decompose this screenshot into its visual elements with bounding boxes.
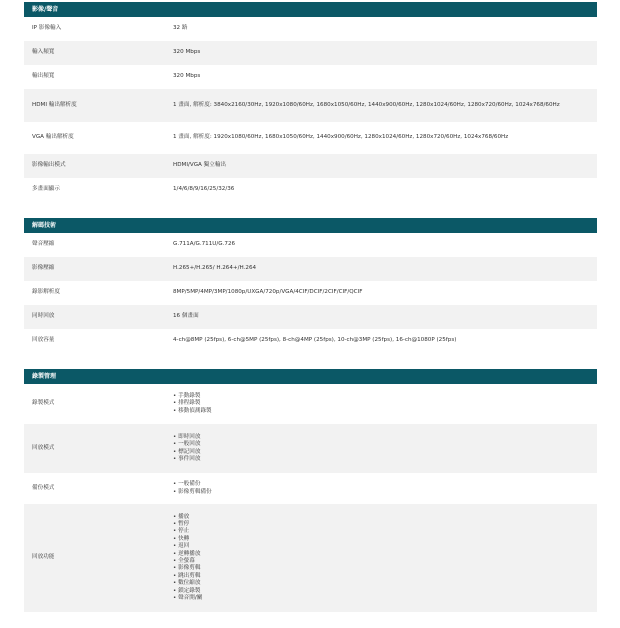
table-row xyxy=(24,384,597,424)
spec-sheet xyxy=(24,2,597,628)
list-item: • 標記回放 xyxy=(173,449,591,456)
list-item: • 鎖定錄製 xyxy=(173,588,591,595)
spec-key: 輸出頻寬 xyxy=(32,73,55,80)
bullet-list xyxy=(173,514,591,603)
section-header: 解碼技術 xyxy=(24,218,597,233)
list-item: • 影像剪輯 xyxy=(173,565,591,572)
list-item: • 影像剪輯備份 xyxy=(173,489,591,496)
spec-table xyxy=(24,384,597,612)
spec-value: 8MP/5MP/4MP/3MP/1080p/UXGA/720p/VGA/4CIF/DCIF/2CIF/CIF/QCIF xyxy=(173,289,363,296)
spec-value xyxy=(173,424,597,473)
bullet-list xyxy=(173,481,591,496)
table-row xyxy=(24,329,597,353)
table-row xyxy=(24,154,597,178)
table-row xyxy=(24,65,597,89)
spec-value: G.711A/G.711U/G.726 xyxy=(173,241,236,248)
spec-value: 4-ch@8MP (25fps), 6-ch@5MP (25fps), 8-ch@4MP (25fps), 10-ch@3MP (25fps), 16-ch@1080P (25fps) xyxy=(173,337,457,344)
bullet-list xyxy=(173,393,591,415)
list-item: • 播放 xyxy=(173,514,591,521)
spec-key: VGA 輸出解析度 xyxy=(32,134,74,141)
spec-value: 1 畫面, 解析度: 3840x2160/30Hz, 1920x1080/60Hz, 1680x1050/60Hz, 1440x900/60Hz, 1280x1024/60Hz, 1280x720/60Hz, 1024x768/60Hz xyxy=(173,89,597,122)
spec-value xyxy=(173,473,597,504)
list-item: • 快轉 xyxy=(173,536,591,543)
list-item: • 即時回放 xyxy=(173,434,591,441)
spec-table xyxy=(24,17,597,202)
list-item: • 返回 xyxy=(173,543,591,550)
list-item: • 數位縮放 xyxy=(173,580,591,587)
list-item: • 一般備份 xyxy=(173,481,591,488)
spec-value: 320 Mbps xyxy=(173,73,201,80)
spec-value: 320 Mbps xyxy=(173,41,597,65)
section-header: 影像/聲音 xyxy=(24,2,597,17)
section-recording xyxy=(24,369,597,612)
section-decoding xyxy=(24,218,597,353)
spec-value xyxy=(173,504,597,612)
spec-value xyxy=(173,384,597,424)
table-row xyxy=(24,233,597,257)
table-row xyxy=(24,504,597,612)
section-video-audio xyxy=(24,2,597,202)
spec-key: 錄影解析度 xyxy=(32,289,60,296)
spec-key: 多畫面顯示 xyxy=(32,186,60,193)
spec-value: HDMI/VGA 獨立輸出 xyxy=(173,154,597,178)
spec-key: 影像壓縮 xyxy=(24,257,173,281)
spec-table xyxy=(24,233,597,353)
spec-value: H.265+/H.265/ H.264+/H.264 xyxy=(173,257,597,281)
list-item: • 聲音開/關 xyxy=(173,595,591,602)
table-row xyxy=(24,281,597,305)
table-row xyxy=(24,473,597,504)
spec-key: 聲音壓縮 xyxy=(32,241,55,248)
spec-key: 輸入頻寬 xyxy=(24,41,173,65)
spec-value: 1 畫面, 解析度: 1920x1080/60Hz, 1680x1050/60Hz, 1440x900/60Hz, 1280x1024/60Hz, 1280x720/60Hz, 1024x768/60Hz xyxy=(173,134,509,141)
list-item: • 一般回放 xyxy=(173,441,591,448)
list-item: • 全螢幕 xyxy=(173,558,591,565)
list-item: • 手動錄製 xyxy=(173,393,591,400)
table-row xyxy=(24,257,597,281)
spec-key: 備份模式 xyxy=(32,484,55,491)
table-row xyxy=(24,89,597,122)
spec-key: 回放功能 xyxy=(24,504,173,612)
table-row xyxy=(24,424,597,473)
spec-key: 同時回放 xyxy=(24,305,173,329)
table-row xyxy=(24,305,597,329)
table-row xyxy=(24,17,597,41)
spec-key: IP 影像輸入 xyxy=(32,25,62,32)
spec-value: 16 個畫面 xyxy=(173,305,597,329)
bullet-list xyxy=(173,434,591,464)
section-header: 錄製管理 xyxy=(24,369,597,384)
list-item: • 停止 xyxy=(173,528,591,535)
spec-key: 回放容量 xyxy=(32,337,55,344)
list-item: • 事件回放 xyxy=(173,456,591,463)
list-item: • 暫停 xyxy=(173,521,591,528)
spec-key: 錄製模式 xyxy=(32,400,55,407)
spec-key: 回放模式 xyxy=(24,424,173,473)
table-row xyxy=(24,178,597,202)
spec-value: 1/4/6/8/9/16/25/32/36 xyxy=(173,186,235,193)
spec-value: 32 路 xyxy=(173,25,188,32)
table-row xyxy=(24,122,597,154)
spec-key: HDMI 輸出解析度 xyxy=(24,89,173,122)
table-row xyxy=(24,41,597,65)
list-item: • 逆轉播放 xyxy=(173,551,591,558)
spec-key: 影像輸出模式 xyxy=(24,154,173,178)
list-item: • 移動偵測錄製 xyxy=(173,408,591,415)
list-item: • 排程錄製 xyxy=(173,400,591,407)
list-item: • 跳出剪輯 xyxy=(173,573,591,580)
